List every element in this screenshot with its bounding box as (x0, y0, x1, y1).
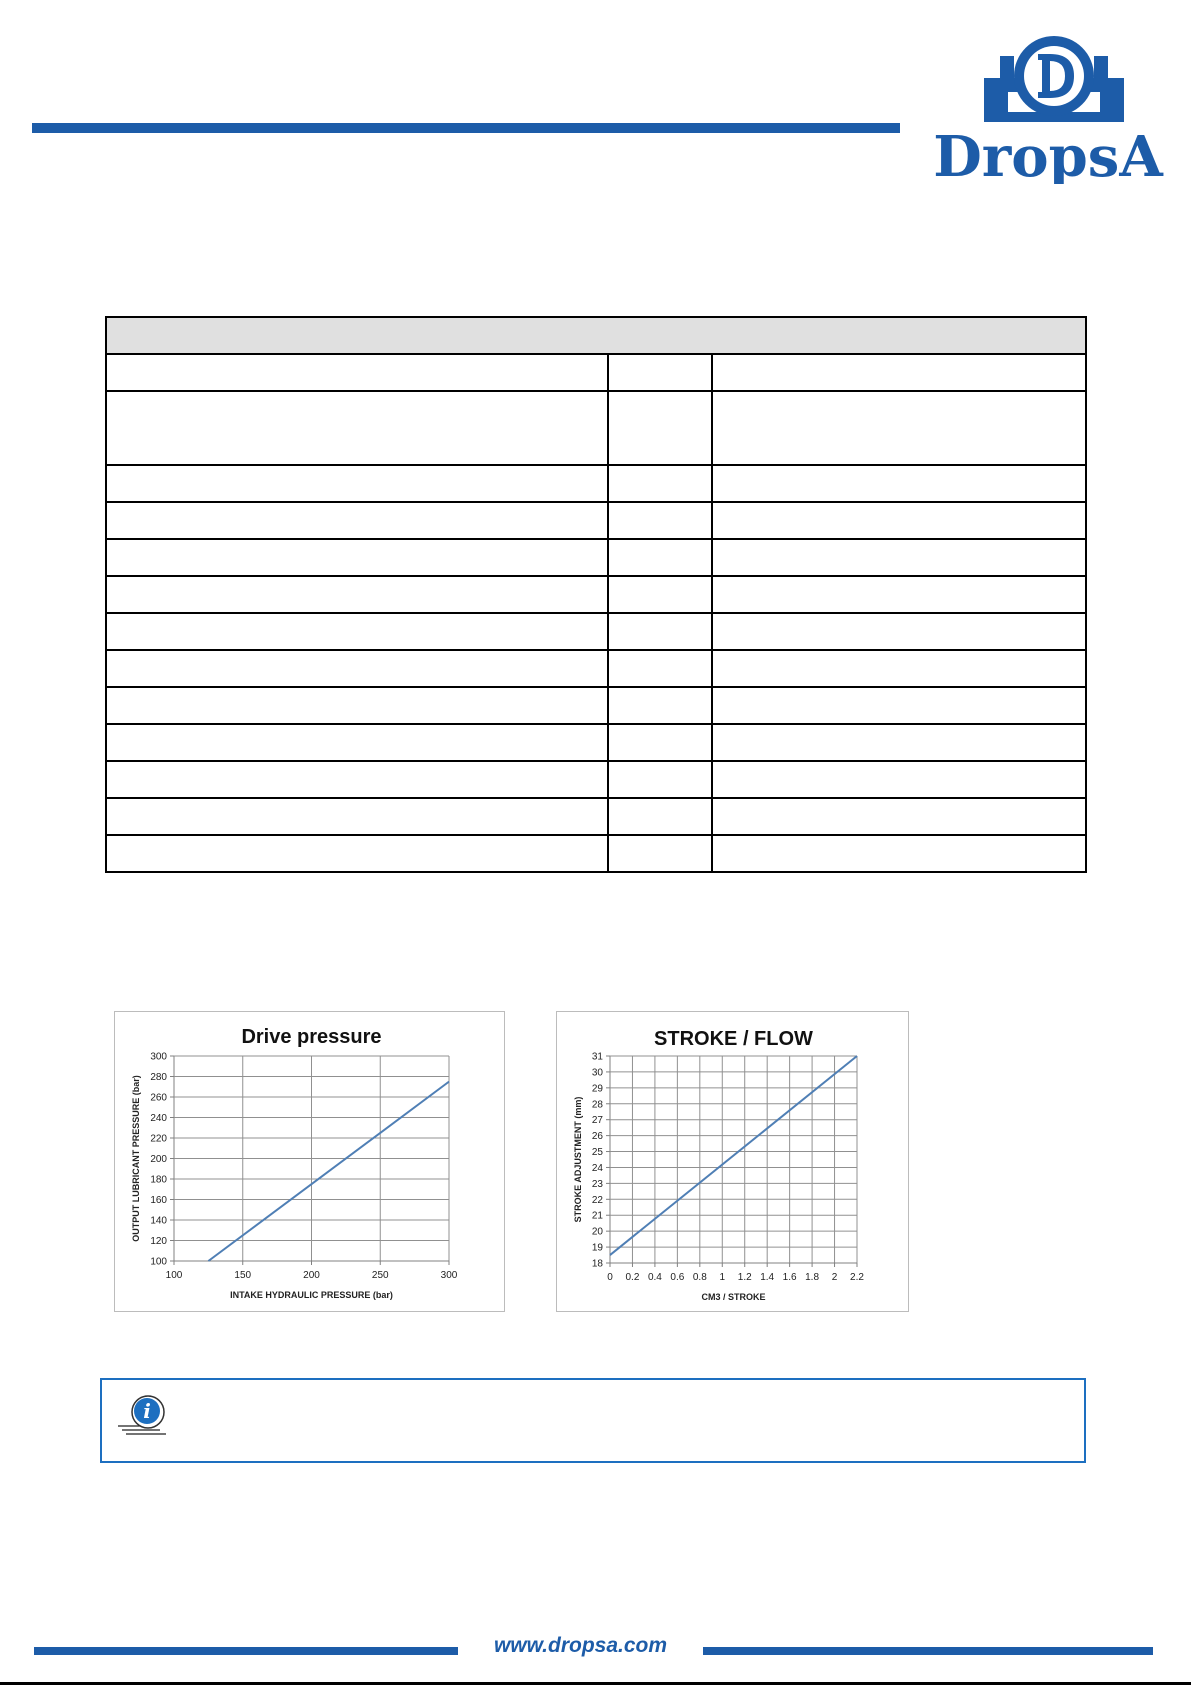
dropsa-logo (928, 34, 1168, 184)
y-tick-label: 22 (591, 1194, 603, 1206)
x-tick-label: 1.8 (805, 1272, 820, 1283)
svg-text:i: i (143, 1399, 151, 1423)
x-tick-label: 0 (607, 1272, 613, 1283)
y-axis-label: STROKE ADJUSTMENT (mm) (573, 1096, 583, 1223)
y-tick-label: 29 (591, 1083, 603, 1095)
y-tick-label: 27 (591, 1115, 603, 1127)
drive-pressure-chart (114, 1011, 505, 1312)
info-note-box (100, 1378, 1086, 1463)
table-row (106, 687, 1086, 724)
specification-table (105, 316, 1087, 873)
y-tick-label: 20 (591, 1226, 603, 1238)
y-tick-label: 31 (591, 1051, 603, 1063)
table-row (106, 761, 1086, 798)
series-line (610, 1056, 857, 1255)
y-tick-label: 140 (150, 1215, 167, 1227)
y-tick-label: 24 (591, 1162, 603, 1174)
y-tick-label: 21 (591, 1210, 603, 1222)
info-icon (116, 1392, 174, 1440)
footer-website-link[interactable]: www.dropsa.com (493, 1634, 668, 1657)
table-row (106, 576, 1086, 613)
y-tick-label: 100 (150, 1256, 167, 1268)
table-header-row (106, 317, 1086, 354)
y-tick-label: 23 (591, 1178, 603, 1190)
x-tick-label: 2.2 (850, 1272, 864, 1283)
y-tick-label: 26 (591, 1131, 603, 1143)
table-row (106, 502, 1086, 539)
x-tick-label: 0.4 (647, 1272, 662, 1283)
table-row (106, 798, 1086, 835)
y-tick-label: 28 (591, 1099, 603, 1111)
x-tick-label: 250 (371, 1270, 389, 1281)
footer-rule-right (703, 1647, 1153, 1655)
y-tick-label: 160 (150, 1195, 167, 1206)
y-tick-label: 260 (150, 1092, 167, 1104)
x-tick-label: 0.8 (692, 1272, 707, 1283)
svg-text:DropsA: DropsA (933, 124, 1163, 184)
y-tick-label: 200 (150, 1154, 167, 1165)
y-tick-label: 19 (591, 1242, 603, 1254)
y-tick-label: 240 (150, 1113, 167, 1124)
x-tick-label: 200 (303, 1270, 320, 1281)
table-row (106, 539, 1086, 576)
table-row (106, 650, 1086, 687)
y-tick-label: 220 (150, 1133, 167, 1145)
x-axis-label: INTAKE HYDRAULIC PRESSURE (bar) (230, 1290, 393, 1300)
header-rule (32, 123, 900, 133)
y-tick-label: 30 (591, 1067, 603, 1079)
x-tick-label: 100 (165, 1270, 183, 1281)
x-tick-label: 1.2 (737, 1272, 752, 1283)
y-tick-label: 300 (150, 1051, 167, 1063)
y-tick-label: 25 (591, 1147, 603, 1159)
y-axis-label: OUTPUT LUBRICANT PRESSURE (bar) (131, 1075, 141, 1242)
chart-title: STROKE / FLOW (654, 1028, 813, 1050)
stroke-flow-chart (556, 1011, 909, 1312)
y-tick-label: 280 (150, 1072, 167, 1083)
table-row (106, 835, 1086, 872)
x-tick-label: 0.2 (625, 1272, 640, 1283)
table-row (106, 354, 1086, 391)
x-tick-label: 2 (831, 1272, 838, 1283)
x-axis-label: CM3 / STROKE (701, 1292, 766, 1302)
footer-rule-left (34, 1647, 458, 1655)
y-tick-label: 120 (150, 1236, 167, 1247)
y-tick-label: 180 (150, 1174, 167, 1186)
x-tick-label: 0.6 (670, 1272, 685, 1283)
y-tick-label: 18 (591, 1258, 603, 1270)
table-row (106, 613, 1086, 650)
x-tick-label: 1.4 (760, 1272, 775, 1283)
x-tick-label: 1 (719, 1272, 726, 1283)
series-line (208, 1082, 449, 1261)
x-tick-label: 300 (440, 1270, 458, 1281)
table-row (106, 724, 1086, 761)
table-row (106, 465, 1086, 502)
x-tick-label: 150 (234, 1270, 252, 1281)
chart-title: Drive pressure (241, 1026, 382, 1048)
x-tick-label: 1.6 (782, 1272, 797, 1283)
table-row (106, 391, 1086, 465)
